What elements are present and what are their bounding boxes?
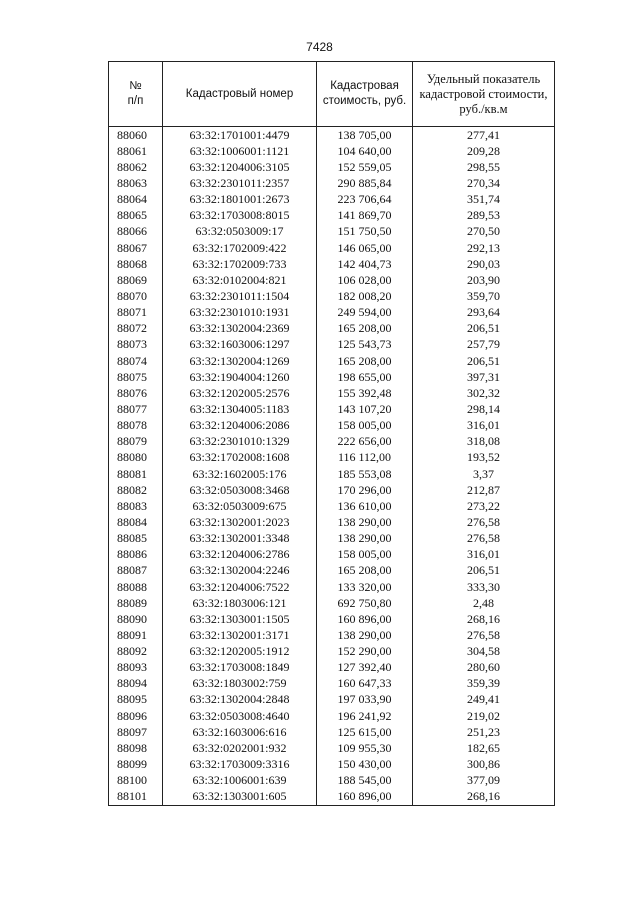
cadastral-value: 138 705,00: [317, 127, 413, 144]
cadastral-value: 116 112,00: [317, 450, 413, 466]
row-number: 88075: [109, 369, 163, 385]
cadastral-number: 63:32:2301011:1504: [163, 288, 317, 304]
row-number: 88083: [109, 498, 163, 514]
row-number: 88069: [109, 272, 163, 288]
row-number: 88070: [109, 288, 163, 304]
cadastral-number: 63:32:0503008:4640: [163, 708, 317, 724]
row-number: 88072: [109, 321, 163, 337]
table-row: [109, 385, 555, 401]
row-number: 88094: [109, 676, 163, 692]
cadastral-number: 63:32:1701001:4479: [163, 127, 317, 144]
table-row: [109, 514, 555, 530]
cadastral-value: 185 553,08: [317, 466, 413, 482]
cadastral-value: 152 559,05: [317, 159, 413, 175]
cadastral-value-table: [108, 61, 555, 806]
cadastral-value: 188 545,00: [317, 773, 413, 789]
table-row: [109, 159, 555, 175]
cadastral-value: 160 896,00: [317, 611, 413, 627]
specific-value: 318,08: [413, 434, 555, 450]
row-number: 88087: [109, 563, 163, 579]
table-row: [109, 240, 555, 256]
row-number: 88077: [109, 401, 163, 417]
specific-value: 304,58: [413, 644, 555, 660]
table-row: [109, 579, 555, 595]
cadastral-value: 155 392,48: [317, 385, 413, 401]
specific-value: 251,23: [413, 724, 555, 740]
specific-value: 276,58: [413, 514, 555, 530]
cadastral-number: 63:32:0503009:675: [163, 498, 317, 514]
table-row: [109, 482, 555, 498]
cadastral-number: 63:32:1202005:1912: [163, 644, 317, 660]
row-number: 88088: [109, 579, 163, 595]
cadastral-number: 63:32:1904004:1260: [163, 369, 317, 385]
table-row: [109, 660, 555, 676]
cadastral-value: 104 640,00: [317, 143, 413, 159]
specific-value: 209,28: [413, 143, 555, 159]
specific-value: 219,02: [413, 708, 555, 724]
cadastral-number: 63:32:1302004:2369: [163, 321, 317, 337]
row-number: 88062: [109, 159, 163, 175]
row-number: 88071: [109, 305, 163, 321]
specific-value: 2,48: [413, 595, 555, 611]
cadastral-number: 63:32:1702008:1608: [163, 450, 317, 466]
row-number: 88080: [109, 450, 163, 466]
specific-value: 333,30: [413, 579, 555, 595]
table-row: [109, 563, 555, 579]
cadastral-number: 63:32:1302004:2246: [163, 563, 317, 579]
table-row: [109, 676, 555, 692]
specific-value: 182,65: [413, 740, 555, 756]
cadastral-value: 143 107,20: [317, 401, 413, 417]
specific-value: 316,01: [413, 547, 555, 563]
cadastral-value: 125 543,73: [317, 337, 413, 353]
cadastral-number: 63:32:1603006:1297: [163, 337, 317, 353]
row-number: 88060: [109, 127, 163, 144]
specific-value: 316,01: [413, 418, 555, 434]
row-number: 88082: [109, 482, 163, 498]
table-row: [109, 321, 555, 337]
cadastral-value: 151 750,50: [317, 224, 413, 240]
cadastral-number: 63:32:1204006:3105: [163, 159, 317, 175]
cadastral-value: 165 208,00: [317, 353, 413, 369]
row-number: 88093: [109, 660, 163, 676]
cadastral-value: 165 208,00: [317, 563, 413, 579]
row-number: 88067: [109, 240, 163, 256]
specific-value: 212,87: [413, 482, 555, 498]
specific-value: 3,37: [413, 466, 555, 482]
table-row: [109, 143, 555, 159]
table-row: [109, 175, 555, 191]
specific-value: 276,58: [413, 627, 555, 643]
specific-value: 277,41: [413, 127, 555, 144]
row-number: 88090: [109, 611, 163, 627]
cadastral-number: 63:32:0503008:3468: [163, 482, 317, 498]
table-row: [109, 547, 555, 563]
cadastral-number: 63:32:1302001:3348: [163, 531, 317, 547]
specific-value: 359,39: [413, 676, 555, 692]
row-number: 88096: [109, 708, 163, 724]
cadastral-value: 196 241,92: [317, 708, 413, 724]
cadastral-value: 222 656,00: [317, 434, 413, 450]
specific-value: 289,53: [413, 208, 555, 224]
row-number: 88061: [109, 143, 163, 159]
cadastral-value: 170 296,00: [317, 482, 413, 498]
cadastral-value: 125 615,00: [317, 724, 413, 740]
specific-value: 206,51: [413, 321, 555, 337]
row-number: 88086: [109, 547, 163, 563]
row-number: 88084: [109, 514, 163, 530]
table-row: [109, 127, 555, 144]
table-row: [109, 595, 555, 611]
specific-value: 300,86: [413, 756, 555, 772]
table-row: [109, 288, 555, 304]
table-header-row: [109, 62, 555, 127]
table-row: [109, 756, 555, 772]
cadastral-value: 160 896,00: [317, 789, 413, 806]
table-row: [109, 708, 555, 724]
specific-value: 276,58: [413, 531, 555, 547]
table-row: [109, 208, 555, 224]
cadastral-value: 182 008,20: [317, 288, 413, 304]
row-number: 88073: [109, 337, 163, 353]
table-row: [109, 692, 555, 708]
cadastral-value: 223 706,64: [317, 192, 413, 208]
cadastral-number: 63:32:1703008:1849: [163, 660, 317, 676]
row-number: 88085: [109, 531, 163, 547]
table-row: [109, 644, 555, 660]
cadastral-number: 63:32:1703008:8015: [163, 208, 317, 224]
table-row: [109, 434, 555, 450]
cadastral-number: 63:32:1006001:1121: [163, 143, 317, 159]
cadastral-number: 63:32:1204006:2086: [163, 418, 317, 434]
specific-value: 273,22: [413, 498, 555, 514]
specific-value: 268,16: [413, 611, 555, 627]
cadastral-value: 142 404,73: [317, 256, 413, 272]
specific-value: 206,51: [413, 353, 555, 369]
cadastral-number: 63:32:1302001:3171: [163, 627, 317, 643]
table-row: [109, 531, 555, 547]
cadastral-number: 63:32:1204006:2786: [163, 547, 317, 563]
table-row: [109, 353, 555, 369]
cadastral-value: 138 290,00: [317, 627, 413, 643]
cadastral-number: 63:32:0503009:17: [163, 224, 317, 240]
cadastral-value: 150 430,00: [317, 756, 413, 772]
cadastral-value: 152 290,00: [317, 644, 413, 660]
cadastral-value: 146 065,00: [317, 240, 413, 256]
specific-value: 206,51: [413, 563, 555, 579]
row-number: 88099: [109, 756, 163, 772]
table-row: [109, 272, 555, 288]
specific-value: 351,74: [413, 192, 555, 208]
table-row: [109, 450, 555, 466]
table-row: [109, 627, 555, 643]
specific-value: 293,64: [413, 305, 555, 321]
table-row: [109, 466, 555, 482]
row-number: 88095: [109, 692, 163, 708]
specific-value: 377,09: [413, 773, 555, 789]
specific-value: 359,70: [413, 288, 555, 304]
table-row: [109, 256, 555, 272]
specific-value: 292,13: [413, 240, 555, 256]
cadastral-value: 127 392,40: [317, 660, 413, 676]
row-number: 88081: [109, 466, 163, 482]
cadastral-value: 109 955,30: [317, 740, 413, 756]
cadastral-number: 63:32:2301010:1931: [163, 305, 317, 321]
cadastral-number: 63:32:1603006:616: [163, 724, 317, 740]
specific-value: 193,52: [413, 450, 555, 466]
table-row: [109, 224, 555, 240]
row-number: 88089: [109, 595, 163, 611]
table-row: [109, 773, 555, 789]
cadastral-value: 136 610,00: [317, 498, 413, 514]
table-body: [109, 127, 555, 806]
cadastral-number: 63:32:1204006:7522: [163, 579, 317, 595]
row-number: 88074: [109, 353, 163, 369]
table-row: [109, 305, 555, 321]
specific-value: 280,60: [413, 660, 555, 676]
cadastral-number: 63:32:1006001:639: [163, 773, 317, 789]
table-row: [109, 724, 555, 740]
row-number: 88097: [109, 724, 163, 740]
cadastral-number: 63:32:1602005:176: [163, 466, 317, 482]
row-number: 88100: [109, 773, 163, 789]
cadastral-value: 160 647,33: [317, 676, 413, 692]
specific-value: 298,55: [413, 159, 555, 175]
table-row: [109, 369, 555, 385]
cadastral-number: 63:32:1302004:2848: [163, 692, 317, 708]
row-number: 88098: [109, 740, 163, 756]
cadastral-number: 63:32:1803006:121: [163, 595, 317, 611]
header-row-number: № п/п: [109, 62, 163, 127]
cadastral-value: 138 290,00: [317, 531, 413, 547]
table-row: [109, 337, 555, 353]
row-number: 88092: [109, 644, 163, 660]
cadastral-number: 63:32:2301010:1329: [163, 434, 317, 450]
cadastral-number: 63:32:0202001:932: [163, 740, 317, 756]
row-number: 88066: [109, 224, 163, 240]
cadastral-number: 63:32:0102004:821: [163, 272, 317, 288]
row-number: 88101: [109, 789, 163, 806]
specific-value: 290,03: [413, 256, 555, 272]
cadastral-value: 106 028,00: [317, 272, 413, 288]
header-cadastral-value: Кадастровая стоимость, руб.: [317, 62, 413, 127]
table-row: [109, 192, 555, 208]
cadastral-number: 63:32:1303001:605: [163, 789, 317, 806]
row-number: 88078: [109, 418, 163, 434]
cadastral-value: 290 885,84: [317, 175, 413, 191]
cadastral-number: 63:32:1302001:2023: [163, 514, 317, 530]
row-number: 88068: [109, 256, 163, 272]
cadastral-value: 133 320,00: [317, 579, 413, 595]
cadastral-number: 63:32:2301011:2357: [163, 175, 317, 191]
table-row: [109, 740, 555, 756]
specific-value: 270,34: [413, 175, 555, 191]
specific-value: 302,32: [413, 385, 555, 401]
cadastral-value: 197 033,90: [317, 692, 413, 708]
header-cadastral-number: Кадастровый номер: [163, 62, 317, 127]
cadastral-number: 63:32:1801001:2673: [163, 192, 317, 208]
cadastral-value: 198 655,00: [317, 369, 413, 385]
cadastral-value: 141 869,70: [317, 208, 413, 224]
row-number: 88076: [109, 385, 163, 401]
cadastral-value: 692 750,80: [317, 595, 413, 611]
table-row: [109, 401, 555, 417]
specific-value: 268,16: [413, 789, 555, 806]
cadastral-number: 63:32:1803002:759: [163, 676, 317, 692]
table-row: [109, 498, 555, 514]
cadastral-number: 63:32:1702009:422: [163, 240, 317, 256]
cadastral-value: 249 594,00: [317, 305, 413, 321]
row-number: 88063: [109, 175, 163, 191]
cadastral-number: 63:32:1702009:733: [163, 256, 317, 272]
specific-value: 298,14: [413, 401, 555, 417]
specific-value: 249,41: [413, 692, 555, 708]
cadastral-number: 63:32:1302004:1269: [163, 353, 317, 369]
table-row: [109, 418, 555, 434]
cadastral-number: 63:32:1303001:1505: [163, 611, 317, 627]
cadastral-value: 165 208,00: [317, 321, 413, 337]
row-number: 88064: [109, 192, 163, 208]
table-row: [109, 789, 555, 806]
row-number: 88065: [109, 208, 163, 224]
specific-value: 270,50: [413, 224, 555, 240]
cadastral-number: 63:32:1703009:3316: [163, 756, 317, 772]
row-number: 88079: [109, 434, 163, 450]
header-specific-value: Удельный показатель кадастровой стоимости, руб./кв.м: [413, 62, 555, 127]
specific-value: 203,90: [413, 272, 555, 288]
cadastral-number: 63:32:1304005:1183: [163, 401, 317, 417]
cadastral-value: 158 005,00: [317, 418, 413, 434]
row-number: 88091: [109, 627, 163, 643]
specific-value: 397,31: [413, 369, 555, 385]
cadastral-value: 158 005,00: [317, 547, 413, 563]
cadastral-number: 63:32:1202005:2576: [163, 385, 317, 401]
table-row: [109, 611, 555, 627]
specific-value: 257,79: [413, 337, 555, 353]
page-number: 7428: [306, 40, 333, 54]
cadastral-value: 138 290,00: [317, 514, 413, 530]
